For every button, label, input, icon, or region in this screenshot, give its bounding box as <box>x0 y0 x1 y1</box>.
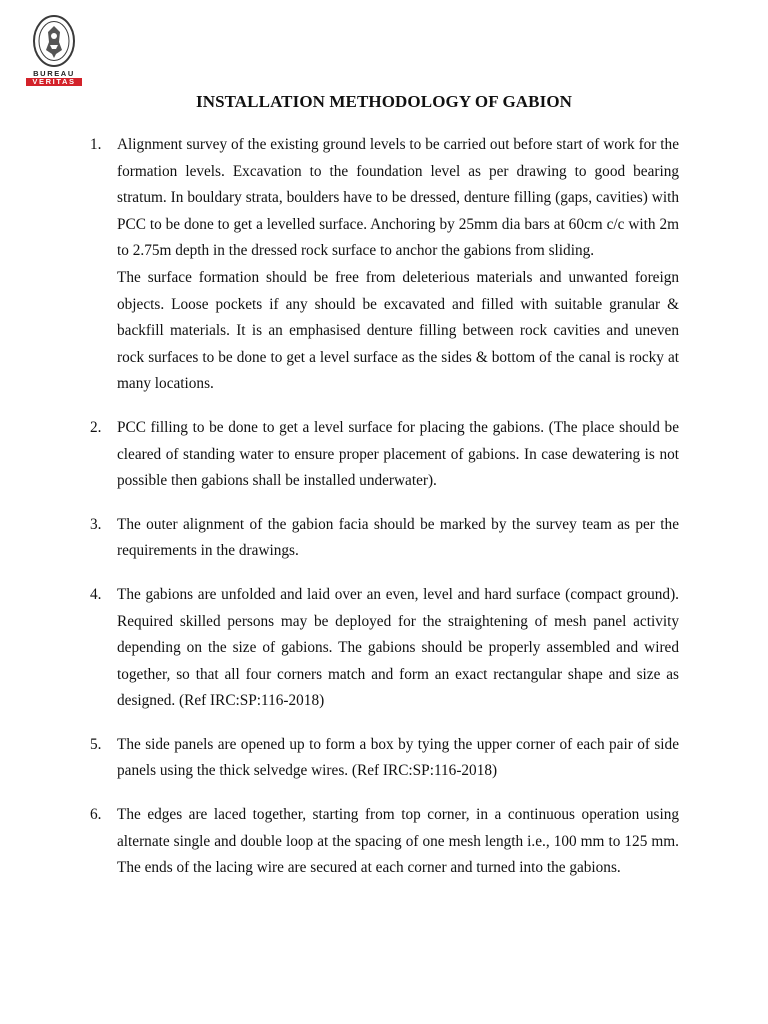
list-item-paragraph: The surface formation should be free from deleterious materials and unwanted foreign objects. Loose pockets if any should be excavated and filled with suitable granular & backfill materials. It is an emphasised denture filling between rock cavities and uneven rock surfaces to be done to get a level surface as the sides & bottom of the canal is rocky at many locations. <box>117 268 679 393</box>
list-item-paragraph: The side panels are opened up to form a box by tying the upper corner of each pair of side panels using the thick selvedge wires. (Ref IRC:SP:116-2018) <box>117 735 679 780</box>
bureau-veritas-logo <box>26 14 84 90</box>
list-item-number: 5. <box>90 735 102 753</box>
list-item-paragraph: The edges are laced together, starting from top corner, in a continuous operation using alternate single and double loop at the spacing of one mesh length i.e., 100 mm to 125 mm. The ends of the lacing wire are secured at each corner and turned into the gabions. <box>117 806 679 877</box>
list-item-paragraph: PCC filling to be done to get a level surface for placing the gabions. (The place should be cleared of standing water to ensure proper placement of gabions. In case dewatering is not possible then gabions shall be installed underwater). <box>117 418 679 490</box>
list-item-paragraph: The outer alignment of the gabion facia should be marked by the survey team as per the requirements in the drawings. <box>117 515 679 560</box>
bureau-veritas-seal-icon <box>26 14 82 68</box>
document-title: INSTALLATION METHODOLOGY OF GABION <box>195 92 573 111</box>
logo-text-bureau: BUREAU <box>33 69 75 78</box>
list-item-number: 3. <box>90 515 102 533</box>
list-item-paragraph: Alignment survey of the existing ground levels to be carried out before start of work for the formation levels. Excavation to the foundation level as per drawing to good bearing stratum. In bouldary strata, boulders have to be dressed, denture filling (gaps, cavities) with PCC to be done to get a levelled surface. Anchoring by 25mm dia bars at 60cm c/c with 2m to 2.75m depth in the dressed rock surface to anchor the gabions from sliding. <box>117 136 679 260</box>
methodology-list <box>90 132 679 899</box>
list-item-number: 6. <box>90 806 102 824</box>
list-item-number: 4. <box>90 585 102 603</box>
list-item <box>90 132 679 398</box>
list-item-number: 2. <box>90 418 102 436</box>
list-item <box>90 512 679 565</box>
list-item <box>90 802 679 882</box>
list-item <box>90 732 679 785</box>
list-item <box>90 415 679 495</box>
logo-text-veritas: VERITAS <box>26 78 82 86</box>
list-item-number: 1. <box>90 136 102 153</box>
list-item <box>90 582 679 715</box>
list-item-paragraph: The gabions are unfolded and laid over an even, level and hard surface (compact ground). Required skilled persons may be deployed for the straightening of mesh panel activity depending on the size of gabions. The gabions should be properly assembled and wired together, so that all four corners match and form an exact rectangular shape and size as designed. (Ref IRC:SP:116-2018) <box>117 585 679 710</box>
